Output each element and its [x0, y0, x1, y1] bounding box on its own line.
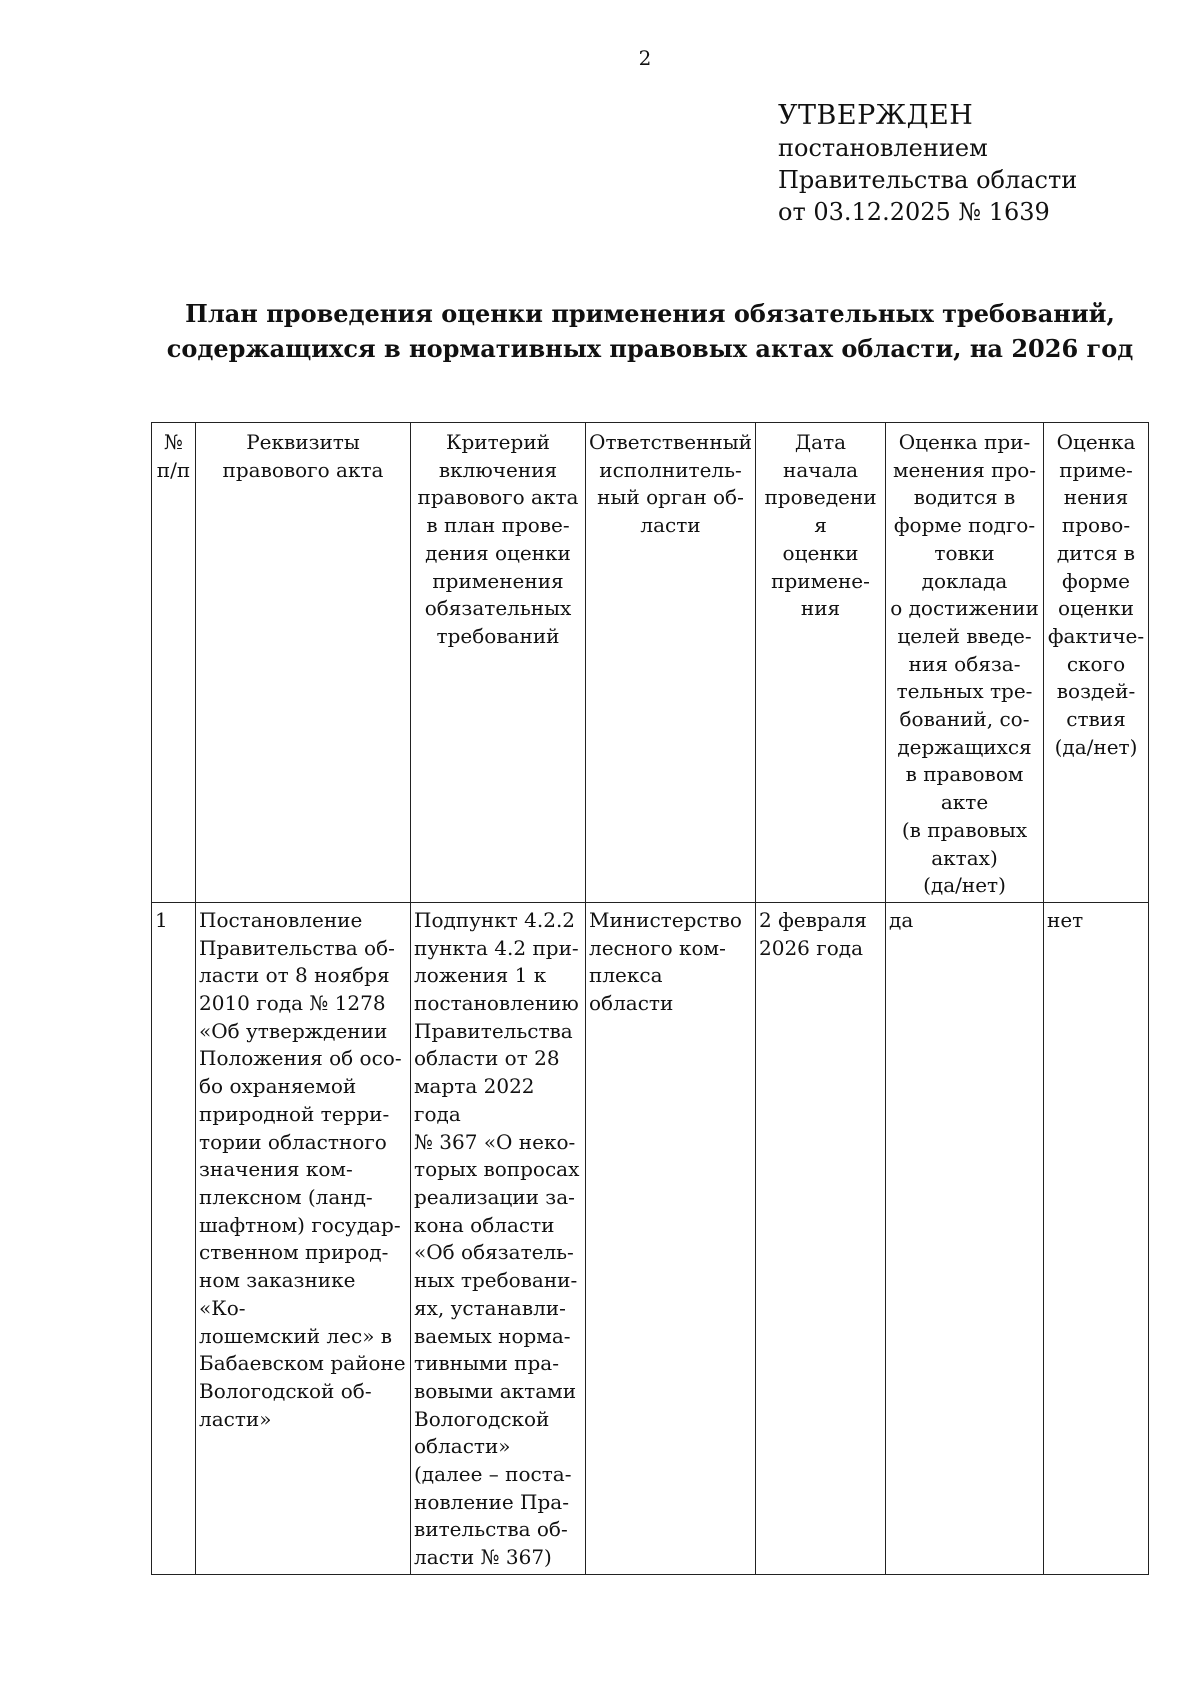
cell-line: кона области	[414, 1212, 555, 1237]
cell-line: в план прове-	[426, 513, 570, 538]
cell-line: ствия	[1066, 707, 1126, 732]
cell-line: природной терри-	[199, 1101, 390, 1126]
cell-line: форме	[1062, 568, 1130, 593]
cell-line: проведения	[764, 485, 877, 538]
cell-line: менения про-	[892, 457, 1037, 482]
cell-line: Постановление	[199, 907, 363, 932]
cell-line: п/п	[156, 457, 191, 482]
cell-line: ния обяза-	[908, 651, 1021, 676]
cell-line: ный орган об-	[597, 485, 744, 510]
cell-line: акте	[940, 790, 989, 815]
cell-line: ласти»	[199, 1406, 272, 1431]
cell-line: новление Пра-	[414, 1489, 569, 1514]
cell-start-date	[756, 902, 886, 1574]
cell-line: Оценка	[1056, 430, 1136, 454]
cell-line: Критерий	[446, 430, 550, 454]
cell-line: ласти	[640, 513, 701, 538]
cell-line: включения	[438, 457, 558, 482]
cell-line: № 367 «О неко-	[414, 1129, 576, 1154]
cell-line: Оценка при-	[898, 430, 1031, 454]
cell-line: (в правовых	[901, 817, 1028, 842]
cell-line: держащихся	[897, 734, 1032, 759]
cell-line: постановлению	[414, 991, 579, 1016]
cell-line: о достижении	[890, 596, 1039, 621]
cell-line: ных требовани-	[414, 1268, 578, 1293]
document-title-line: содержащихся в нормативных правовых актах области, на 2026 год	[166, 334, 1134, 363]
plan-table	[151, 422, 1149, 1575]
cell-line: (да/нет)	[923, 873, 1006, 898]
cell-line: шафтном) государ-	[199, 1212, 401, 1237]
cell-line: торых вопросах	[414, 1157, 580, 1182]
header-criterion	[411, 423, 586, 903]
cell-line: вительства об-	[414, 1517, 568, 1542]
cell-line: Бабаевском районе	[199, 1351, 406, 1376]
header-responsible-body	[586, 423, 756, 903]
cell-number	[152, 902, 196, 1574]
cell-line: ваемых норма-	[414, 1323, 571, 1348]
header-impact-assessment	[1044, 423, 1149, 903]
cell-criterion	[411, 902, 586, 1574]
cell-line: (далее – поста-	[414, 1462, 572, 1487]
header-report-assessment	[886, 423, 1044, 903]
approval-line: Правительства области	[778, 166, 1078, 194]
cell-line: исполнитель-	[599, 457, 742, 482]
cell-line: пункта 4.2 при-	[414, 935, 579, 960]
cell-line: целей введе-	[897, 623, 1032, 648]
cell-line: ласти от 8 ноября	[199, 963, 390, 988]
cell-line: дится в	[1056, 540, 1136, 565]
approval-line: постановлением	[778, 134, 988, 162]
cell-line: плекса области	[589, 963, 674, 1016]
cell-line: тории областного	[199, 1129, 387, 1154]
cell-line: применения	[432, 568, 564, 593]
cell-line: бований, со-	[899, 707, 1030, 732]
approval-stamp	[778, 100, 1077, 228]
cell-line: примене-	[771, 568, 870, 593]
cell-line: ственном природ-	[199, 1240, 389, 1265]
cell-line: приме-	[1059, 457, 1133, 482]
cell-line: начала	[782, 457, 859, 482]
cell-line: тивными пра-	[414, 1351, 559, 1376]
cell-line: вовыми актами	[414, 1378, 577, 1403]
cell-line: №	[164, 430, 183, 454]
cell-act-details	[196, 902, 411, 1574]
cell-line: Правительства об-	[199, 935, 395, 960]
cell-line: нения	[1063, 485, 1129, 510]
cell-line: значения ком-	[199, 1157, 353, 1182]
cell-line: «Об утверждении	[199, 1018, 388, 1043]
document-title	[150, 296, 1150, 366]
cell-line: да	[889, 907, 914, 932]
cell-line: «Об обязатель-	[414, 1240, 574, 1265]
table-row	[152, 902, 1149, 1574]
cell-responsible-body	[586, 902, 756, 1574]
document-title-line: План проведения оценки применения обязательных требований,	[185, 299, 1115, 328]
cell-line: лесного ком-	[589, 935, 726, 960]
cell-line: Вологодской	[414, 1406, 550, 1431]
approval-heading: УТВЕРЖДЕН	[778, 100, 974, 131]
page-number: 2	[638, 46, 652, 70]
cell-line: Подпункт 4.2.2	[414, 907, 576, 932]
cell-impact-assessment	[1044, 902, 1149, 1574]
header-start-date	[756, 423, 886, 903]
header-number	[152, 423, 196, 903]
cell-line: ского	[1066, 651, 1126, 676]
cell-line: ложения 1 к	[414, 963, 547, 988]
cell-line: товки доклада	[921, 540, 1008, 593]
cell-line: водится в	[913, 485, 1016, 510]
cell-line: в правовом	[905, 762, 1024, 787]
cell-line: правового акта	[222, 457, 384, 482]
cell-line: лошемский лес» в	[199, 1323, 393, 1348]
cell-line: бо охраняемой	[199, 1074, 357, 1099]
cell-line: требований	[436, 623, 560, 648]
cell-line: Ответственный	[589, 430, 752, 454]
approval-line: от 03.12.2025 № 1639	[778, 198, 1050, 226]
cell-line: тельных тре-	[896, 679, 1033, 704]
cell-line: воздей-	[1056, 679, 1136, 704]
cell-line: ласти № 367)	[414, 1545, 552, 1570]
cell-line: ния	[800, 596, 841, 621]
cell-line: обязательных	[424, 596, 572, 621]
cell-line: ном заказнике «Ко-	[199, 1268, 356, 1320]
cell-line: реализации за-	[414, 1184, 575, 1209]
cell-line: Реквизиты	[246, 430, 360, 454]
cell-line: правового акта	[417, 485, 579, 510]
cell-line: форме подго-	[893, 513, 1036, 538]
cell-line: Правительства	[414, 1018, 573, 1043]
cell-line: Вологодской об-	[199, 1378, 372, 1403]
cell-report-assessment	[886, 902, 1044, 1574]
cell-line: области»	[414, 1434, 511, 1459]
cell-line: ях, устанавли-	[414, 1295, 566, 1320]
cell-line: (да/нет)	[1054, 734, 1138, 759]
cell-line: Дата	[794, 430, 847, 454]
cell-line: 2 февраля	[759, 907, 867, 932]
cell-line: 2026 года	[759, 935, 864, 960]
cell-line: 1	[155, 907, 168, 932]
cell-line: прово-	[1061, 513, 1131, 538]
cell-line: плексном (ланд-	[199, 1184, 373, 1209]
cell-line: 2010 года № 1278	[199, 991, 386, 1016]
cell-line: Положения об осо-	[199, 1046, 402, 1071]
cell-line: Министерство	[589, 907, 742, 932]
cell-line: фактиче-	[1047, 623, 1145, 648]
cell-line: нет	[1047, 907, 1084, 932]
cell-line: актах)	[931, 845, 998, 870]
cell-line: оценки	[782, 540, 859, 565]
cell-line: оценки	[1058, 596, 1134, 621]
cell-line: области от 28	[414, 1046, 560, 1071]
cell-line: дения оценки	[425, 540, 571, 565]
cell-line: марта 2022 года	[414, 1074, 535, 1126]
header-act-details	[196, 423, 411, 903]
table-header-row	[152, 423, 1149, 903]
